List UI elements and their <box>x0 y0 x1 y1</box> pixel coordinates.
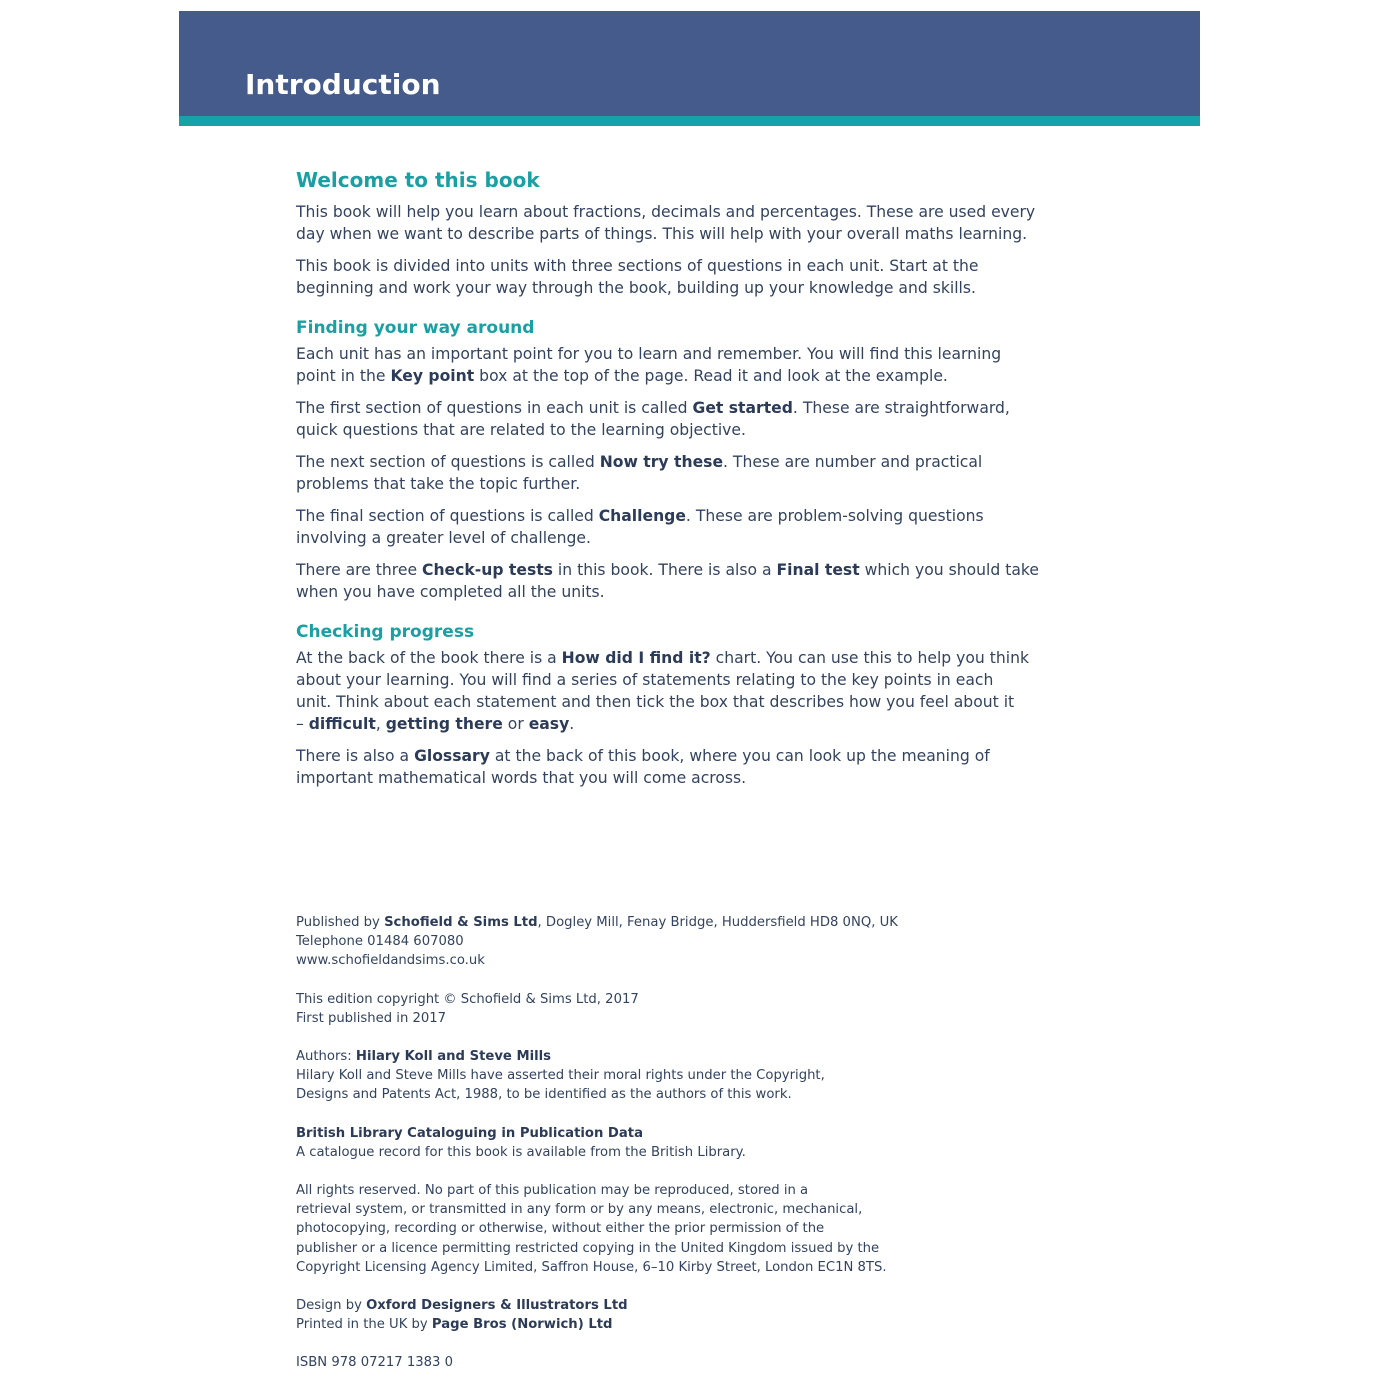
getting-there-term: getting there <box>385 715 503 733</box>
moral-rights-line-1: Hilary Koll and Steve Mills have asserted their moral rights under the Copyright, <box>296 1068 825 1084</box>
copyright-line: This edition copyright © Schofield & Sims Ltd, 2017 <box>296 991 639 1007</box>
first-published-line: First published in 2017 <box>296 1010 447 1026</box>
finding-paragraph-4-line-2: involving a greater level of challenge. <box>296 529 591 547</box>
checking-paragraph-1-line-3: unit. Think about each statement and then tick the box that describes how you feel about it <box>296 693 1015 711</box>
rights-line-1: All rights reserved. No part of this publication may be reproduced, stored in a <box>296 1183 809 1199</box>
finding-paragraph-1-line-1: Each unit has an important point for you to learn and remember. You will find this learning <box>296 345 1002 363</box>
finding-paragraph-3-line-2: problems that take the topic further. <box>296 475 581 493</box>
finding-paragraph-1-line-2: point in the Key point box at the top of the page. Read it and look at the example. <box>296 367 948 385</box>
rights-line-4: publisher or a licence permitting restricted copying in the United Kingdom issued by the <box>296 1240 880 1256</box>
publisher-name: Schofield & Sims Ltd <box>384 915 538 930</box>
checking-paragraph-1-line-4: – difficult, getting there or easy. <box>296 715 575 733</box>
printed-line: Printed in the UK by Page Bros (Norwich) Ltd <box>296 1317 613 1333</box>
rights-line-3: photocopying, recording or otherwise, without either the prior permission of the <box>296 1221 825 1237</box>
printer-name: Page Bros (Norwich) Ltd <box>431 1317 613 1333</box>
main-content <box>296 165 1076 789</box>
website-line: www.schofieldandsims.co.uk <box>296 953 485 969</box>
welcome-paragraph-1-line-1: This book will help you learn about fractions, decimals and percentages. These are used every <box>296 203 1036 221</box>
glossary-term: Glossary <box>414 747 490 765</box>
checking-paragraph-1-line-2: about your learning. You will find a series of statements relating to the key points in each <box>296 671 994 689</box>
key-point-term: Key point <box>390 367 475 385</box>
finding-heading: Finding your way around <box>296 318 535 338</box>
cip-heading: British Library Cataloguing in Publication Data <box>296 1125 643 1141</box>
finding-paragraph-2-line-2: quick questions that are related to the learning objective. <box>296 421 746 439</box>
rights-line-5: Copyright Licensing Agency Limited, Saffron House, 6–10 Kirby Street, London EC1N 8TS. <box>296 1259 887 1275</box>
easy-term: easy <box>528 715 570 733</box>
authors-names: Hilary Koll and Steve Mills <box>355 1049 551 1065</box>
checking-paragraph-1-line-1: At the back of the book there is a How did I find it? chart. You can use this to help you think <box>296 649 1030 667</box>
header-stripe <box>179 116 1200 126</box>
telephone-line: Telephone 01484 607080 <box>296 934 464 950</box>
how-did-i-find-it-term: How did I find it? <box>561 649 711 667</box>
imprint-block <box>296 913 1076 1373</box>
design-line: Design by Oxford Designers & Illustrators Ltd <box>296 1298 628 1314</box>
finding-paragraph-2-line-1: The first section of questions in each unit is called Get started. These are straightforward, <box>296 399 1010 417</box>
rights-line-2: retrieval system, or transmitted in any form or by any means, electronic, mechanical, <box>296 1202 863 1218</box>
welcome-paragraph-2-line-1: This book is divided into units with three sections of questions in each unit. Start at the <box>296 257 979 275</box>
checking-heading: Checking progress <box>296 622 475 642</box>
welcome-paragraph-2-line-2: beginning and work your way through the book, building up your knowledge and skills. <box>296 279 976 297</box>
check-up-tests-term: Check-up tests <box>422 561 553 579</box>
moral-rights-line-2: Designs and Patents Act, 1988, to be identified as the authors of this work. <box>296 1087 792 1103</box>
authors-line: Authors: Hilary Koll and Steve Mills <box>296 1049 551 1065</box>
isbn-line: ISBN 978 07217 1383 0 <box>296 1355 454 1371</box>
finding-paragraph-4-line-1: The final section of questions is called Challenge. These are problem-solving questions <box>296 507 984 525</box>
designer-name: Oxford Designers & Illustrators Ltd <box>366 1298 628 1314</box>
page-title: Introduction <box>245 68 441 101</box>
get-started-term: Get started <box>692 399 793 417</box>
finding-paragraph-5-line-1: There are three Check-up tests in this book. There is also a Final test which you should take <box>296 561 1039 579</box>
finding-paragraph-5-line-2: when you have completed all the units. <box>296 583 605 601</box>
difficult-term: difficult <box>308 715 376 733</box>
final-test-term: Final test <box>776 561 860 579</box>
cip-text: A catalogue record for this book is available from the British Library. <box>296 1144 746 1160</box>
finding-paragraph-3-line-1: The next section of questions is called Now try these. These are number and practical <box>296 453 983 471</box>
now-try-these-term: Now try these <box>599 453 724 471</box>
challenge-term: Challenge <box>598 507 686 525</box>
checking-paragraph-2-line-2: important mathematical words that you will come across. <box>296 769 747 787</box>
welcome-heading: Welcome to this book <box>296 168 540 192</box>
publisher-line: Published by Schofield & Sims Ltd, Dogley Mill, Fenay Bridge, Huddersfield HD8 0NQ, UK <box>296 915 898 930</box>
checking-paragraph-2-line-1: There is also a Glossary at the back of this book, where you can look up the meaning of <box>296 747 990 765</box>
welcome-paragraph-1-line-2: day when we want to describe parts of things. This will help with your overall maths learning. <box>296 225 1028 243</box>
